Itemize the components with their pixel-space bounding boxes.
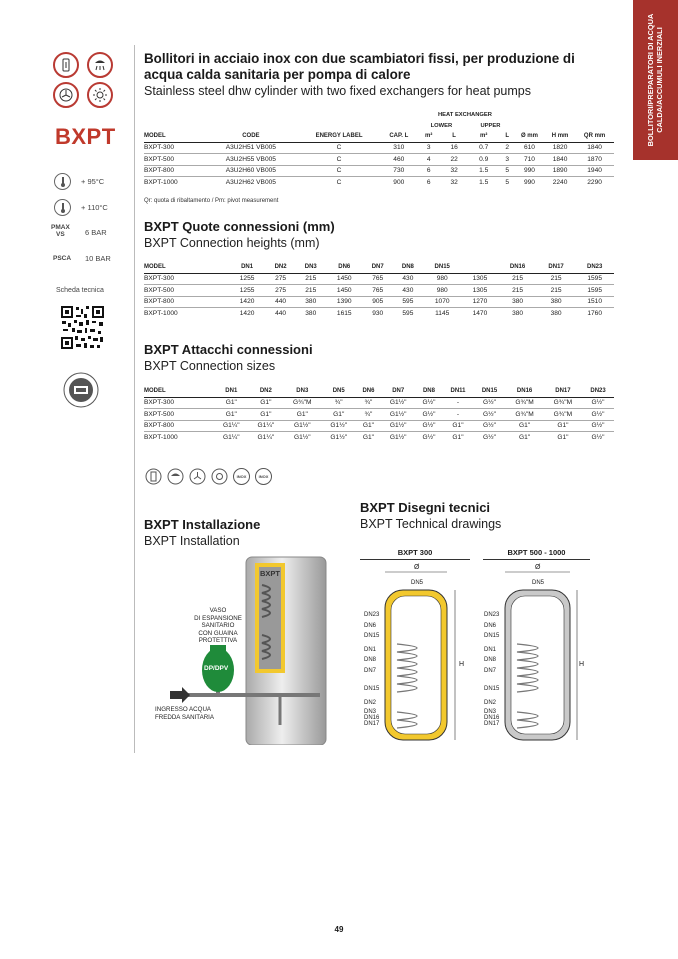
temp-spec-1 [54,173,104,190]
table-cell: G½" [415,397,442,409]
drawing-left-connection-label: DN15 [364,633,380,639]
drawing-left-diam: Ø [414,564,420,571]
drawing-right-connection-label: DN1 [484,647,497,653]
table-cell: BXPT-500 [144,285,229,297]
drawing-right-connection-label: DN17 [484,721,500,727]
psca-value: 10 BAR [85,254,111,263]
section5-heading-en: BXPT Technical drawings [360,517,502,531]
column-header: DN6 [326,262,363,273]
inox-badge-icon: INOX [233,468,250,485]
table-cell: A3U2H60 VB005 [205,165,296,177]
temp-spec-1-value: + 95°C [81,177,105,186]
table-cell: BXPT-1000 [144,177,205,188]
table-cell: G1¼" [249,432,284,443]
page-number: 49 [334,925,344,934]
column-header: DN6 [356,386,381,397]
table-cell: 1820 [545,142,575,154]
table-cell: BXPT-800 [144,420,214,432]
section5-heading-it: BXPT Disegni tecnici [360,500,491,515]
table-cell: BXPT-800 [144,165,205,177]
table-cell: 1450 [326,273,363,285]
column-header: DN8 [393,262,423,273]
table-cell: G¾"M [505,397,543,409]
drawing-left-connection-label: DN8 [364,657,377,663]
drawing-right-connection-label: DN8 [484,657,497,663]
lower-header: LOWER [430,122,453,129]
table-cell: 2290 [575,177,614,188]
table-cell: G½" [415,432,442,443]
table-cell: 765 [363,285,393,297]
table-cell: BXPT-500 [144,154,205,166]
table-cell: 2 [501,142,515,154]
table-cell: G½" [582,409,614,421]
table-cell: G½" [474,420,506,432]
column-header: DN3 [296,262,326,273]
column-header: DN16 [498,262,537,273]
heat-exchanger-header: HEAT EXCHANGER [437,112,492,119]
column-header: DN15 [423,262,462,273]
table-cell: G½" [415,409,442,421]
drawing-left-connection-label: DN23 [364,612,380,618]
table-cell: 1145 [423,308,462,319]
table-cell: 1270 [461,296,498,308]
drawing-left-connection-label: DN6 [364,623,377,629]
drawing-right-connection-label: DN3 [484,709,497,715]
drawing-left-connection-label: DN16 [364,715,380,721]
table-cell: G¾"M [283,397,321,409]
table-cell: 990 [514,165,545,177]
table-cell: 900 [382,177,416,188]
feature-icons-row [145,468,272,485]
table-cell: G1¼" [214,432,249,443]
table-cell: 440 [266,308,296,319]
table-cell: G1½" [321,432,356,443]
table-cell: 765 [363,273,393,285]
table-cell: G1" [442,420,473,432]
install-inlet-text: INGRESSO ACQUA FREDDA SANITARIA [155,706,215,721]
table-cell: G1½" [381,420,416,432]
table-cell: 1390 [326,296,363,308]
table-cell: G1¼" [249,420,284,432]
table-cell: G½" [582,420,614,432]
table-cell: A3U2H62 VB005 [205,177,296,188]
column-header: m² [467,131,501,142]
table-cell: G¾"M [544,409,582,421]
shower-icon [167,468,184,485]
table-row [144,154,614,166]
column-header: DN1 [214,386,249,397]
table-cell: 215 [537,273,576,285]
table-cell: G1" [249,409,284,421]
column-header: CAP. L [382,131,416,142]
table-cell: G1½" [381,432,416,443]
table-cell: 1305 [461,285,498,297]
table-cell: G1" [356,420,381,432]
table-cell: 710 [514,154,545,166]
connection-heights-table [144,262,614,319]
table-cell: C [296,177,381,188]
pmax-value: 6 BAR [85,228,107,237]
table-row [144,273,614,285]
solar-icon [211,468,228,485]
psca-label: PSCA [53,255,72,262]
table-cell: G1" [356,432,381,443]
column-header: Ø mm [514,131,545,142]
table-cell: G1½" [381,397,416,409]
section2-heading-en: BXPT Connection heights (mm) [144,236,320,250]
table-cell: BXPT-300 [144,273,229,285]
table-cell: ¾" [356,397,381,409]
table-cell: 6 [416,177,441,188]
table-cell: 1840 [545,154,575,166]
column-header: QR mm [575,131,614,142]
column-header [461,262,498,273]
table-cell: 0.7 [467,142,501,154]
section3-heading-it: BXPT Attacchi connessioni [144,342,313,357]
datasheet-label: Scheda tecnica [56,287,104,294]
table-cell: 1840 [575,142,614,154]
table-cell: 380 [537,308,576,319]
drawing-right-diam: Ø [535,564,541,571]
shower-icon [87,52,113,78]
upper-header: UPPER [480,122,501,129]
table-cell: 440 [266,296,296,308]
table-cell: 380 [537,296,576,308]
column-header: MODEL [144,262,229,273]
table-cell: BXPT-300 [144,397,214,409]
table-cell: 310 [382,142,416,154]
drawing-left-title: BXPT 300 [360,548,470,560]
table-cell: BXPT-800 [144,296,229,308]
table-cell: G1" [544,432,582,443]
table-cell: G1" [214,409,249,421]
table-cell: BXPT-1000 [144,308,229,319]
drawing-left-connection-label: DN2 [364,700,377,706]
table-cell: 610 [514,142,545,154]
table-cell: 1255 [229,273,266,285]
table-cell: 430 [393,273,423,285]
column-divider [134,45,135,753]
column-header: H mm [545,131,575,142]
column-header: MODEL [144,386,214,397]
table-cell: G1" [505,420,543,432]
table-cell: G½" [582,432,614,443]
temp-spec-2 [54,199,108,216]
table-cell: 1255 [229,285,266,297]
table-cell: G1" [544,420,582,432]
drawing-left-connection-label: DN3 [364,709,377,715]
table-cell: G½" [474,397,506,409]
drawing-right-connection-label: DN15 [484,633,500,639]
table-cell: 215 [537,285,576,297]
table-cell: G1" [283,409,321,421]
table-cell: 1870 [575,154,614,166]
table-cell: G½" [415,420,442,432]
column-header: DN11 [442,386,473,397]
table-cell: 5 [501,165,515,177]
table-cell: 32 [441,177,466,188]
table-cell: A3U2H51 VB005 [205,142,296,154]
table-cell: 1420 [229,308,266,319]
table-row [144,420,614,432]
drawing-right-title: BXPT 500 - 1000 [483,548,590,560]
table-cell: G1½" [283,432,321,443]
table-cell: 1470 [461,308,498,319]
table-cell: ¾" [356,409,381,421]
table-cell: 930 [363,308,393,319]
solar-icon [87,82,113,108]
table-cell: 275 [266,285,296,297]
column-header: DN16 [505,386,543,397]
table-cell: 1890 [545,165,575,177]
column-header: L [441,131,466,142]
column-header: DN23 [582,386,614,397]
column-header: ENERGY LABEL [296,131,381,142]
table-cell: 380 [296,296,326,308]
install-tank-label: BXPT [260,569,281,578]
main-heading-it: Bollitori in acciaio inox con due scambiatori fissi, per produzione di acqua calda sanitaria per pompa di calore [144,51,575,82]
column-header: DN17 [544,386,582,397]
table-cell: C [296,142,381,154]
table-row [144,409,614,421]
table-cell: 1.5 [467,177,501,188]
drawing-left-h: H [459,661,465,668]
table-row [144,177,614,188]
table-cell: 460 [382,154,416,166]
table-row [144,296,614,308]
drawing-left-connection-label: DN17 [364,721,380,727]
table-cell: G1½" [321,420,356,432]
column-header: DN1 [229,262,266,273]
heat-pump-fan-icon [189,468,206,485]
drawing-right-dn5: DN5 [532,580,545,586]
table-cell: 980 [423,285,462,297]
table-cell: G1" [321,409,356,421]
table-cell: 1450 [326,285,363,297]
table-cell: G½" [474,432,506,443]
category-side-tab-text: BOLLITORI/PREPARATORI DI ACQUA CALDA/ACCUMULI INERZIALI [646,13,664,147]
table-cell: 1595 [575,285,614,297]
table-cell: 1070 [423,296,462,308]
column-header: DN2 [266,262,296,273]
table-cell: 430 [393,285,423,297]
drawing-right-connection-label: DN23 [484,612,500,618]
table-cell: G1" [249,397,284,409]
table-cell: BXPT-500 [144,409,214,421]
table-cell: 0.9 [467,154,501,166]
table-cell: G1½" [283,420,321,432]
column-header: DN3 [283,386,321,397]
table-cell: 1510 [575,296,614,308]
table-row [144,165,614,177]
table-cell: 215 [498,285,537,297]
table-cell: 595 [393,308,423,319]
table-cell: C [296,165,381,177]
table-cell: - [442,409,473,421]
thermometer-icon [54,173,71,190]
section2-heading-it: BXPT Quote connessioni (mm) [144,219,335,234]
table-cell: 215 [498,273,537,285]
table-cell: G1" [214,397,249,409]
table-note: Qr: quota di ribaltamento / Pm: pivot measurement [144,198,279,204]
electric-icon [145,468,162,485]
pmax-label: PMAX VS [51,224,70,238]
column-header: CODE [205,131,296,142]
install-vessel-label: DP/DPV [204,665,229,672]
column-header: DN15 [474,386,506,397]
table-cell: G½" [582,397,614,409]
table-cell: 1595 [575,273,614,285]
table-cell: 275 [266,273,296,285]
table-cell: 380 [296,308,326,319]
thermometer-icon [54,199,71,216]
column-header: L [501,131,515,142]
column-header: DN8 [415,386,442,397]
column-header: MODEL [144,131,205,142]
table-cell: 990 [514,177,545,188]
table-cell: 380 [498,296,537,308]
table-row [144,285,614,297]
table-cell: 1940 [575,165,614,177]
table-row [144,397,614,409]
table-row [144,142,614,154]
column-header: m² [416,131,441,142]
main-heading-en: Stainless steel dhw cylinder with two fixed exchangers for heat pumps [144,84,531,98]
table-cell: G1" [442,432,473,443]
table-cell: 980 [423,273,462,285]
section4-heading-en: BXPT Installation [144,534,240,548]
drawing-right-connection-label: DN15 [484,686,500,692]
table-cell: 3 [501,154,515,166]
table-cell: G¾"M [544,397,582,409]
section4-heading-it: BXPT Installazione [144,517,261,532]
quality-seal-icon [63,372,99,408]
table-cell: 1.5 [467,165,501,177]
table-cell: - [442,397,473,409]
table-cell: G½" [474,409,506,421]
table-cell: 595 [393,296,423,308]
table-cell: 22 [441,154,466,166]
install-vessel-text: VASO DI ESPANSIONE SANITARIO CON GUAINA PROTETTIVA [194,607,242,644]
table-cell: BXPT-1000 [144,432,214,443]
column-header: DN7 [363,262,393,273]
table-cell: A3U2H55 VB005 [205,154,296,166]
table-cell: 16 [441,142,466,154]
technical-drawings [355,562,600,752]
table-cell: 3 [416,142,441,154]
drawing-left-dn5: DN5 [411,580,424,586]
connection-sizes-table [144,386,614,443]
table-cell: 32 [441,165,466,177]
drawing-right-connection-label: DN7 [484,668,497,674]
column-header: DN2 [249,386,284,397]
model-title: BXPT [55,124,116,149]
table-cell: 6 [416,165,441,177]
table-cell: 215 [296,273,326,285]
table-cell: 1760 [575,308,614,319]
table-cell: 1615 [326,308,363,319]
specs-table [144,110,614,188]
table-cell: 905 [363,296,393,308]
section3-heading-en: BXPT Connection sizes [144,359,276,373]
drawing-left-connection-label: DN15 [364,686,380,692]
column-header: DN5 [321,386,356,397]
table-cell: 730 [382,165,416,177]
table-cell: 2240 [545,177,575,188]
table-cell: 1305 [461,273,498,285]
drawing-right-h: H [579,661,585,668]
table-cell: C [296,154,381,166]
table-row [144,432,614,443]
table-cell: BXPT-300 [144,142,205,154]
column-header: DN17 [537,262,576,273]
table-cell: G1½" [381,409,416,421]
table-cell: 5 [501,177,515,188]
table-cell: 1420 [229,296,266,308]
drawing-right-connection-label: DN6 [484,623,497,629]
drawing-left-connection-label: DN7 [364,668,377,674]
heat-pump-fan-icon [53,82,79,108]
qr-code[interactable] [60,305,105,350]
table-cell: ¾" [321,397,356,409]
drawing-right-connection-label: DN2 [484,700,497,706]
table-cell: G1¼" [214,420,249,432]
table-cell: 215 [296,285,326,297]
electric-icon [53,52,79,78]
temp-spec-2-value: + 110°C [81,203,108,212]
drawing-left-connection-label: DN1 [364,647,377,653]
table-cell: 380 [498,308,537,319]
table-cell: G¾"M [505,409,543,421]
inox-badge-icon-2: INOX [255,468,272,485]
table-cell: G1" [505,432,543,443]
category-side-tab [633,0,678,160]
column-header: DN23 [575,262,614,273]
drawing-right-connection-label: DN16 [484,715,500,721]
table-cell: 4 [416,154,441,166]
column-header: DN7 [381,386,416,397]
table-row [144,308,614,319]
